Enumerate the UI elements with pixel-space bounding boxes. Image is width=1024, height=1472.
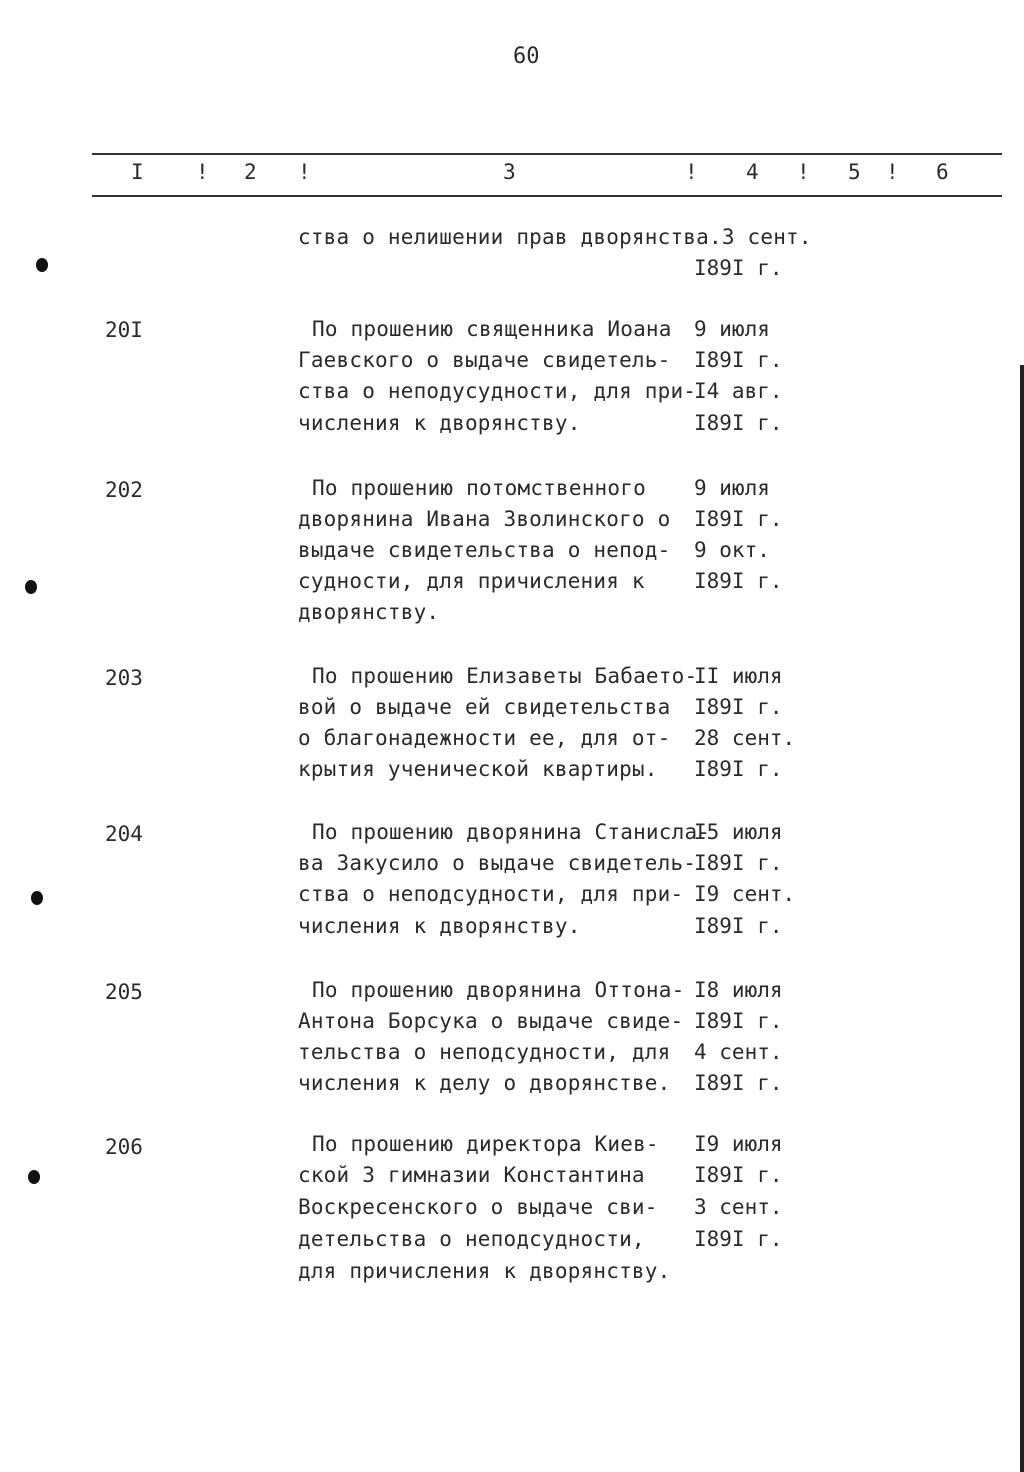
scan-edge — [1020, 365, 1024, 1472]
entry-date: I4 авг. — [694, 379, 783, 403]
header-sep-2: ! — [298, 160, 311, 184]
entry-date: I89I г. — [694, 695, 783, 719]
header-col-1: I — [131, 160, 144, 184]
entry-number: 203 — [105, 666, 143, 690]
entry-date: I89I г. — [694, 1163, 783, 1187]
header-col-5: 5 — [848, 160, 861, 184]
entry-date: I89I г. — [694, 348, 783, 372]
entry-date: II июля — [694, 664, 783, 688]
entry-text-line: числения к дворянству. — [298, 411, 581, 435]
header-sep-3: ! — [685, 160, 698, 184]
entry-text-line: ства о неподсудности, для при- — [298, 882, 684, 906]
entry-number: 20I — [105, 318, 143, 342]
entry-text-line: тельства о неподсудности, для — [298, 1040, 671, 1064]
entry-date: 4 сент. — [694, 1040, 783, 1064]
entry-text-line: для причисления к дворянству. — [298, 1259, 671, 1283]
binding-hole-mark — [31, 891, 43, 905]
entry-text-line: ства о неподусудности, для при- — [298, 379, 697, 403]
entry-text-line: По прошению священника Иоана — [312, 317, 672, 341]
entry-text-line: выдаче свидетельства о непод- — [298, 538, 671, 562]
entry-date: I9 сент. — [694, 882, 796, 906]
header-rule-bottom — [92, 195, 1002, 197]
entry-date: I5 июля — [694, 820, 783, 844]
entry-date: I89I г. — [694, 411, 783, 435]
entry-text-line: о благонадежности ее, для от- — [298, 726, 671, 750]
binding-hole-mark — [36, 258, 48, 272]
entry-date: I89I г. — [694, 507, 783, 531]
header-col-3: 3 — [503, 160, 516, 184]
entry-date: I89I г. — [694, 569, 783, 593]
header-col-4: 4 — [746, 160, 759, 184]
entry-text-line: Гаевского о выдаче свидетель- — [298, 348, 671, 372]
entry-date: I89I г. — [694, 1227, 783, 1251]
entry-text-line: крытия ученической квартиры. — [298, 757, 658, 781]
continuation-line: ства о нелишении прав дворянства.3 сент. — [298, 225, 812, 249]
entry-date: I8 июля — [694, 978, 783, 1002]
binding-hole-mark — [28, 1170, 40, 1184]
entry-date: 9 июля — [694, 476, 770, 500]
continuation-date: I89I г. — [694, 256, 783, 280]
entry-text-line: ской 3 гимназии Константина — [298, 1163, 645, 1187]
entry-number: 205 — [105, 980, 143, 1004]
entry-text-line: По прошению потомственного — [312, 476, 646, 500]
header-col-6: 6 — [936, 160, 949, 184]
header-col-2: 2 — [244, 160, 257, 184]
entry-date: 9 июля — [694, 317, 770, 341]
entry-date: I89I г. — [694, 914, 783, 938]
entry-text-line: По прошению директора Киев- — [312, 1132, 659, 1156]
header-rule-top — [92, 153, 1002, 155]
header-sep-4: ! — [797, 160, 810, 184]
entry-date: I89I г. — [694, 757, 783, 781]
entry-text-line: ва Закусило о выдаче свидетель- — [298, 851, 697, 875]
entry-text-line: судности, для причисления к — [298, 569, 645, 593]
entry-text-line: вой о выдаче ей свидетельства — [298, 695, 671, 719]
entry-text-line: числения к делу о дворянстве. — [298, 1071, 671, 1095]
header-sep-1: ! — [196, 160, 209, 184]
entry-text-line: По прошению дворянина Оттона- — [312, 978, 685, 1002]
entry-text-line: Антона Борсука о выдаче свиде- — [298, 1009, 684, 1033]
entry-text-line: детельства о неподсудности, — [298, 1227, 645, 1251]
entry-number: 202 — [105, 478, 143, 502]
entry-date: 9 окт. — [694, 538, 770, 562]
page-number: 60 — [513, 44, 540, 69]
entry-date: I9 июля — [694, 1132, 783, 1156]
binding-hole-mark — [25, 580, 37, 594]
entry-date: 28 сент. — [694, 726, 796, 750]
entry-date: I89I г. — [694, 1009, 783, 1033]
entry-text-line: числения к дворянству. — [298, 914, 581, 938]
entry-date: I89I г. — [694, 1071, 783, 1095]
entry-number: 204 — [105, 822, 143, 846]
entry-text-line: дворянству. — [298, 600, 440, 624]
entry-date: 3 сент. — [694, 1195, 783, 1219]
header-sep-5: ! — [886, 160, 899, 184]
entry-date: I89I г. — [694, 851, 783, 875]
entry-text-line: По прошению Елизаветы Бабаето- — [312, 664, 698, 688]
entry-text-line: дворянина Ивана Зволинского о — [298, 507, 671, 531]
entry-text-line: Воскресенского о выдаче сви- — [298, 1195, 658, 1219]
entry-number: 206 — [105, 1135, 143, 1159]
entry-text-line: По прошению дворянина Станисла- — [312, 820, 711, 844]
